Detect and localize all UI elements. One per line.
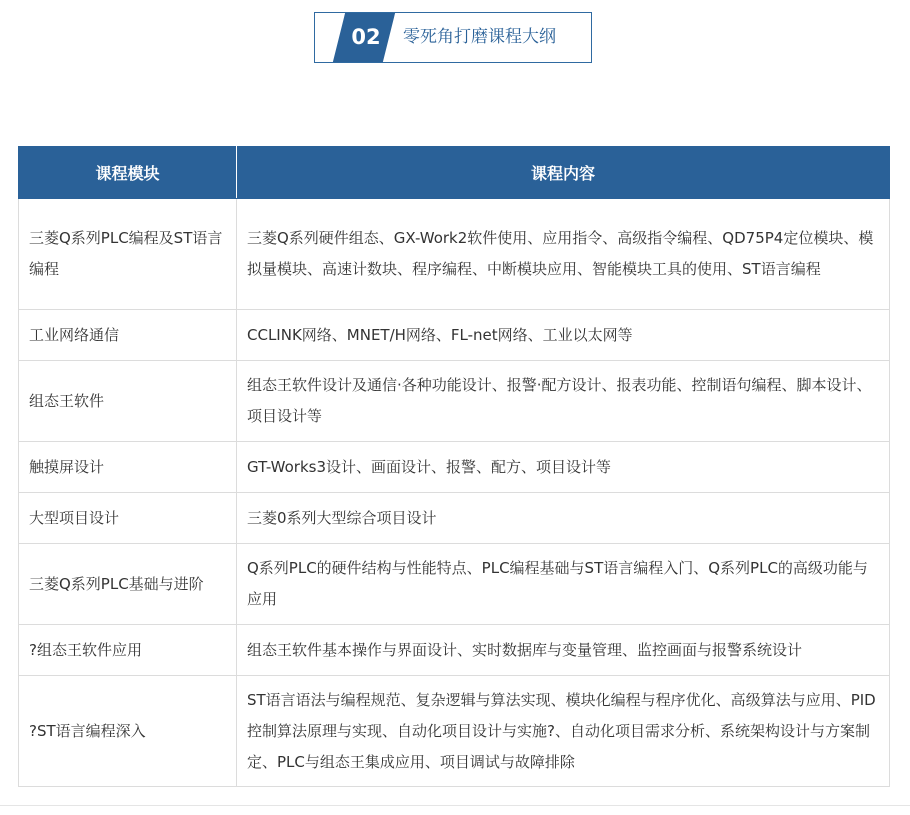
- content-cell: ST语言语法与编程规范、复杂逻辑与算法实现、模块化编程与程序优化、高级算法与应用、PID控制算法原理与实现、自动化项目设计与实施?、自动化项目需求分析、系统架构设计与方案制定、PLC与组态王集成应用、项目调试与故障排除: [237, 676, 890, 787]
- course-outline-table: [18, 146, 890, 787]
- table-row: [19, 493, 890, 544]
- table-row: [19, 310, 890, 361]
- content-cell: 三菱0系列大型综合项目设计: [237, 493, 890, 544]
- content-cell: 组态王软件基本操作与界面设计、实时数据库与变量管理、监控画面与报警系统设计: [237, 625, 890, 676]
- module-cell: 组态王软件: [19, 361, 237, 442]
- column-header-module: 课程模块: [19, 147, 237, 199]
- table-row: [19, 361, 890, 442]
- table-row: [19, 625, 890, 676]
- table-row: [19, 199, 890, 310]
- bottom-divider: [0, 805, 910, 806]
- module-cell: ?ST语言编程深入: [19, 676, 237, 787]
- module-cell: 触摸屏设计: [19, 442, 237, 493]
- content-cell: CCLINK网络、MNET/H网络、FL-net网络、工业以太网等: [237, 310, 890, 361]
- module-cell: 大型项目设计: [19, 493, 237, 544]
- table-header-row: [19, 147, 890, 199]
- content-cell: 组态王软件设计及通信·各种功能设计、报警·配方设计、报表功能、控制语句编程、脚本设计、项目设计等: [237, 361, 890, 442]
- table-row: [19, 442, 890, 493]
- section-title: 零死角打磨课程大纲: [403, 27, 556, 47]
- module-cell: 三菱Q系列PLC编程及ST语言编程: [19, 199, 237, 310]
- content-cell: Q系列PLC的硬件结构与性能特点、PLC编程基础与ST语言编程入门、Q系列PLC的高级功能与应用: [237, 544, 890, 625]
- section-number: 02: [351, 25, 381, 49]
- module-cell: 工业网络通信: [19, 310, 237, 361]
- column-header-content: 课程内容: [237, 147, 890, 199]
- table-row: [19, 676, 890, 787]
- section-header: [314, 12, 592, 63]
- module-cell: 三菱Q系列PLC基础与进阶: [19, 544, 237, 625]
- content-cell: 三菱Q系列硬件组态、GX-Work2软件使用、应用指令、高级指令编程、QD75P4定位模块、模拟量模块、高速计数块、程序编程、中断模块应用、智能模块工具的使用、ST语言编程: [237, 199, 890, 310]
- module-cell: ?组态王软件应用: [19, 625, 237, 676]
- content-cell: GT-Works3设计、画面设计、报警、配方、项目设计等: [237, 442, 890, 493]
- table-row: [19, 544, 890, 625]
